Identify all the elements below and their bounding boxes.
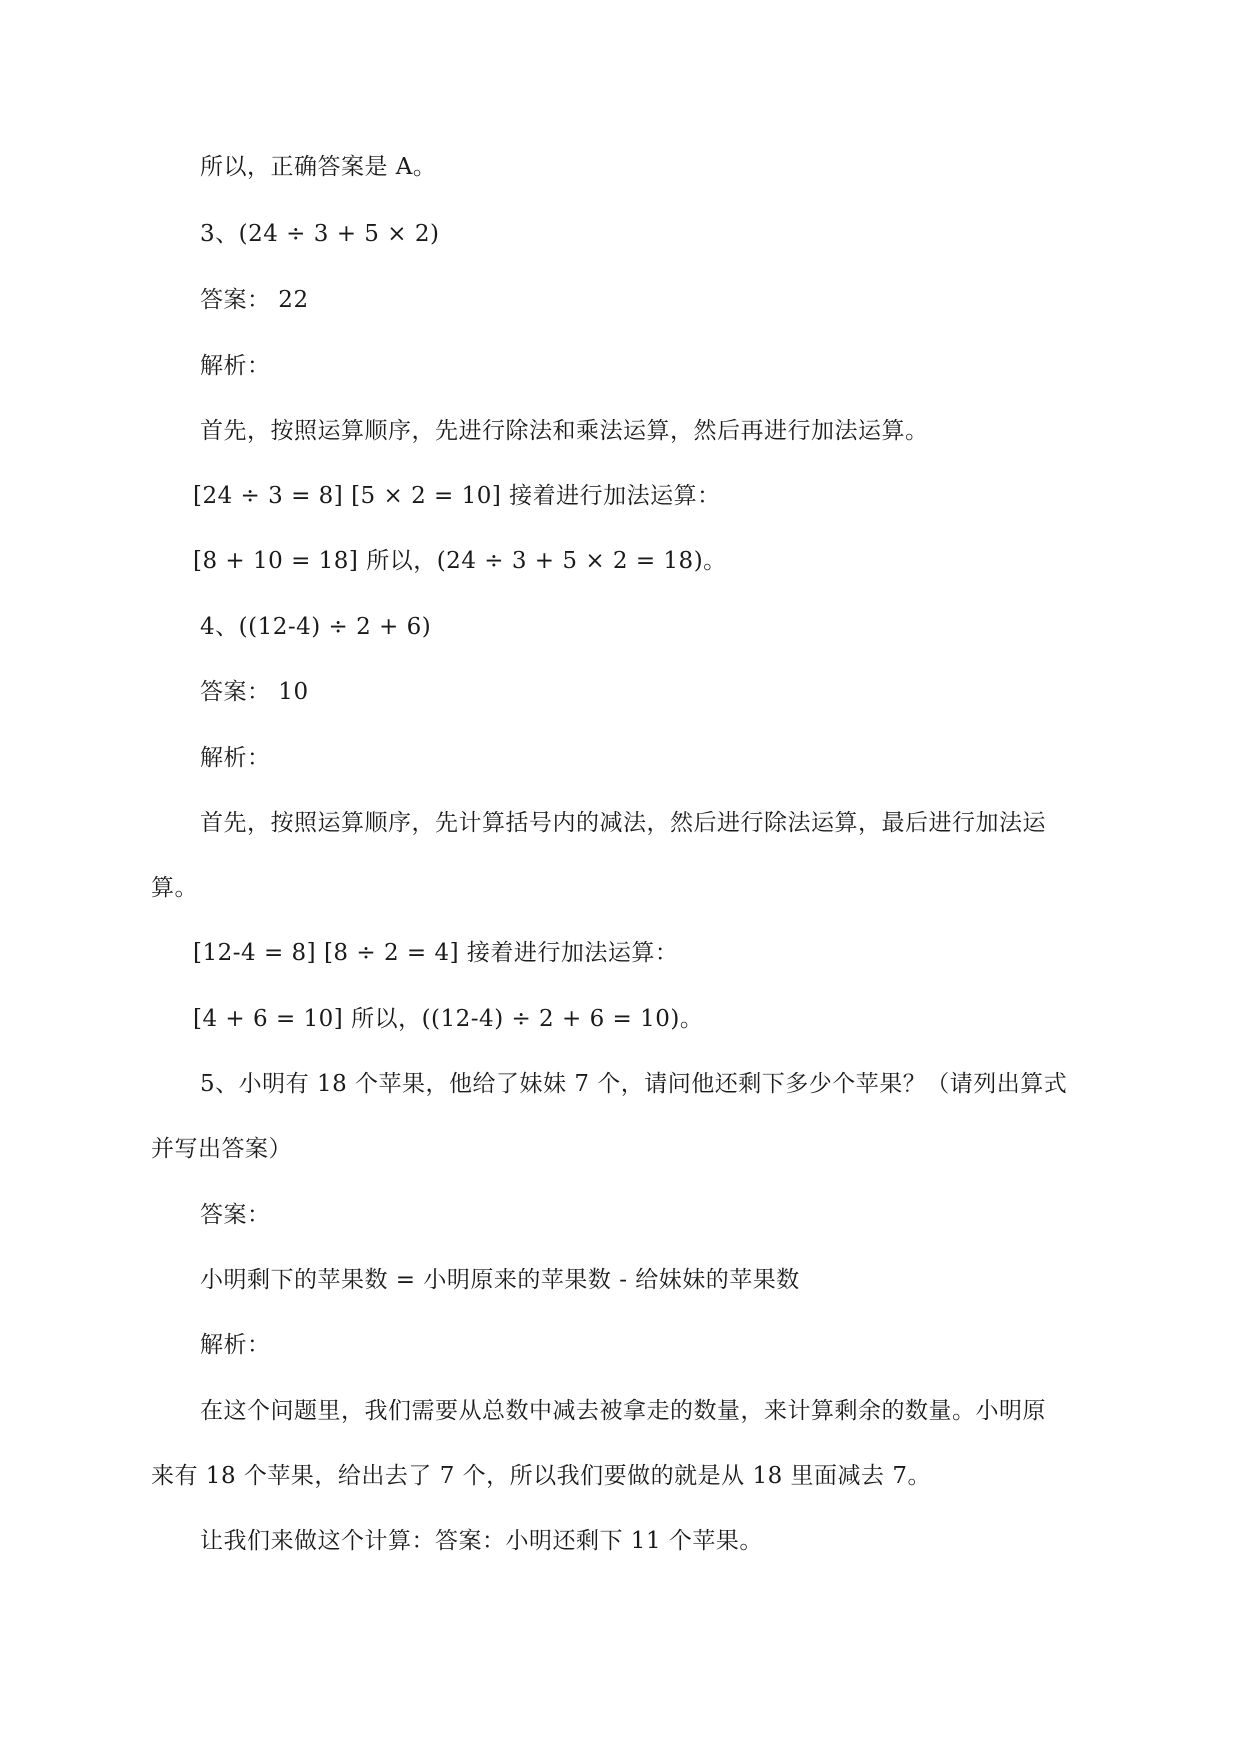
equation-line: [12-4 = 8] [8 ÷ 2 = 4] 接着进行加法运算： bbox=[193, 940, 679, 966]
analysis-label: 解析： bbox=[200, 353, 271, 379]
equation-line: [8 + 10 = 18] 所以，(24 ÷ 3 + 5 × 2 = 18)。 bbox=[193, 548, 727, 574]
text-line: 并写出答案） bbox=[151, 1136, 292, 1162]
formula-line: 小明剩下的苹果数 = 小明原来的苹果数 - 给妹妹的苹果数 bbox=[200, 1267, 800, 1293]
question-5-heading: 5、小明有 18 个苹果，他给了妹妹 7 个，请问他还剩下多少个苹果？（请列出算式 bbox=[200, 1071, 1068, 1097]
text-line: 所以，正确答案是 A。 bbox=[200, 154, 437, 180]
answer-line: 答案： 10 bbox=[200, 679, 309, 705]
analysis-label: 解析： bbox=[200, 745, 271, 771]
text-line: 首先，按照运算顺序，先进行除法和乘法运算，然后再进行加法运算。 bbox=[200, 418, 929, 444]
answer-line: 答案： 22 bbox=[200, 287, 309, 313]
question-4-heading: 4、((12-4) ÷ 2 + 6) bbox=[200, 614, 432, 640]
text-line: 来有 18 个苹果，给出去了 7 个，所以我们要做的就是从 18 里面减去 7。 bbox=[151, 1463, 931, 1489]
question-3-heading: 3、(24 ÷ 3 + 5 × 2) bbox=[200, 221, 440, 247]
answer-label: 答案： bbox=[200, 1202, 271, 1228]
text-line: 首先，按照运算顺序，先计算括号内的减法，然后进行除法运算，最后进行加法运 bbox=[200, 810, 1046, 836]
text-line: 在这个问题里，我们需要从总数中减去被拿走的数量，来计算剩余的数量。小明原 bbox=[200, 1398, 1046, 1424]
equation-line: [4 + 6 = 10] 所以，((12-4) ÷ 2 + 6 = 10)。 bbox=[193, 1006, 704, 1032]
final-answer-line: 让我们来做这个计算：答案：小明还剩下 11 个苹果。 bbox=[200, 1528, 763, 1554]
equation-line: [24 ÷ 3 = 8] [5 × 2 = 10] 接着进行加法运算： bbox=[193, 483, 721, 509]
analysis-label: 解析： bbox=[200, 1332, 271, 1358]
text-line: 算。 bbox=[151, 875, 198, 901]
